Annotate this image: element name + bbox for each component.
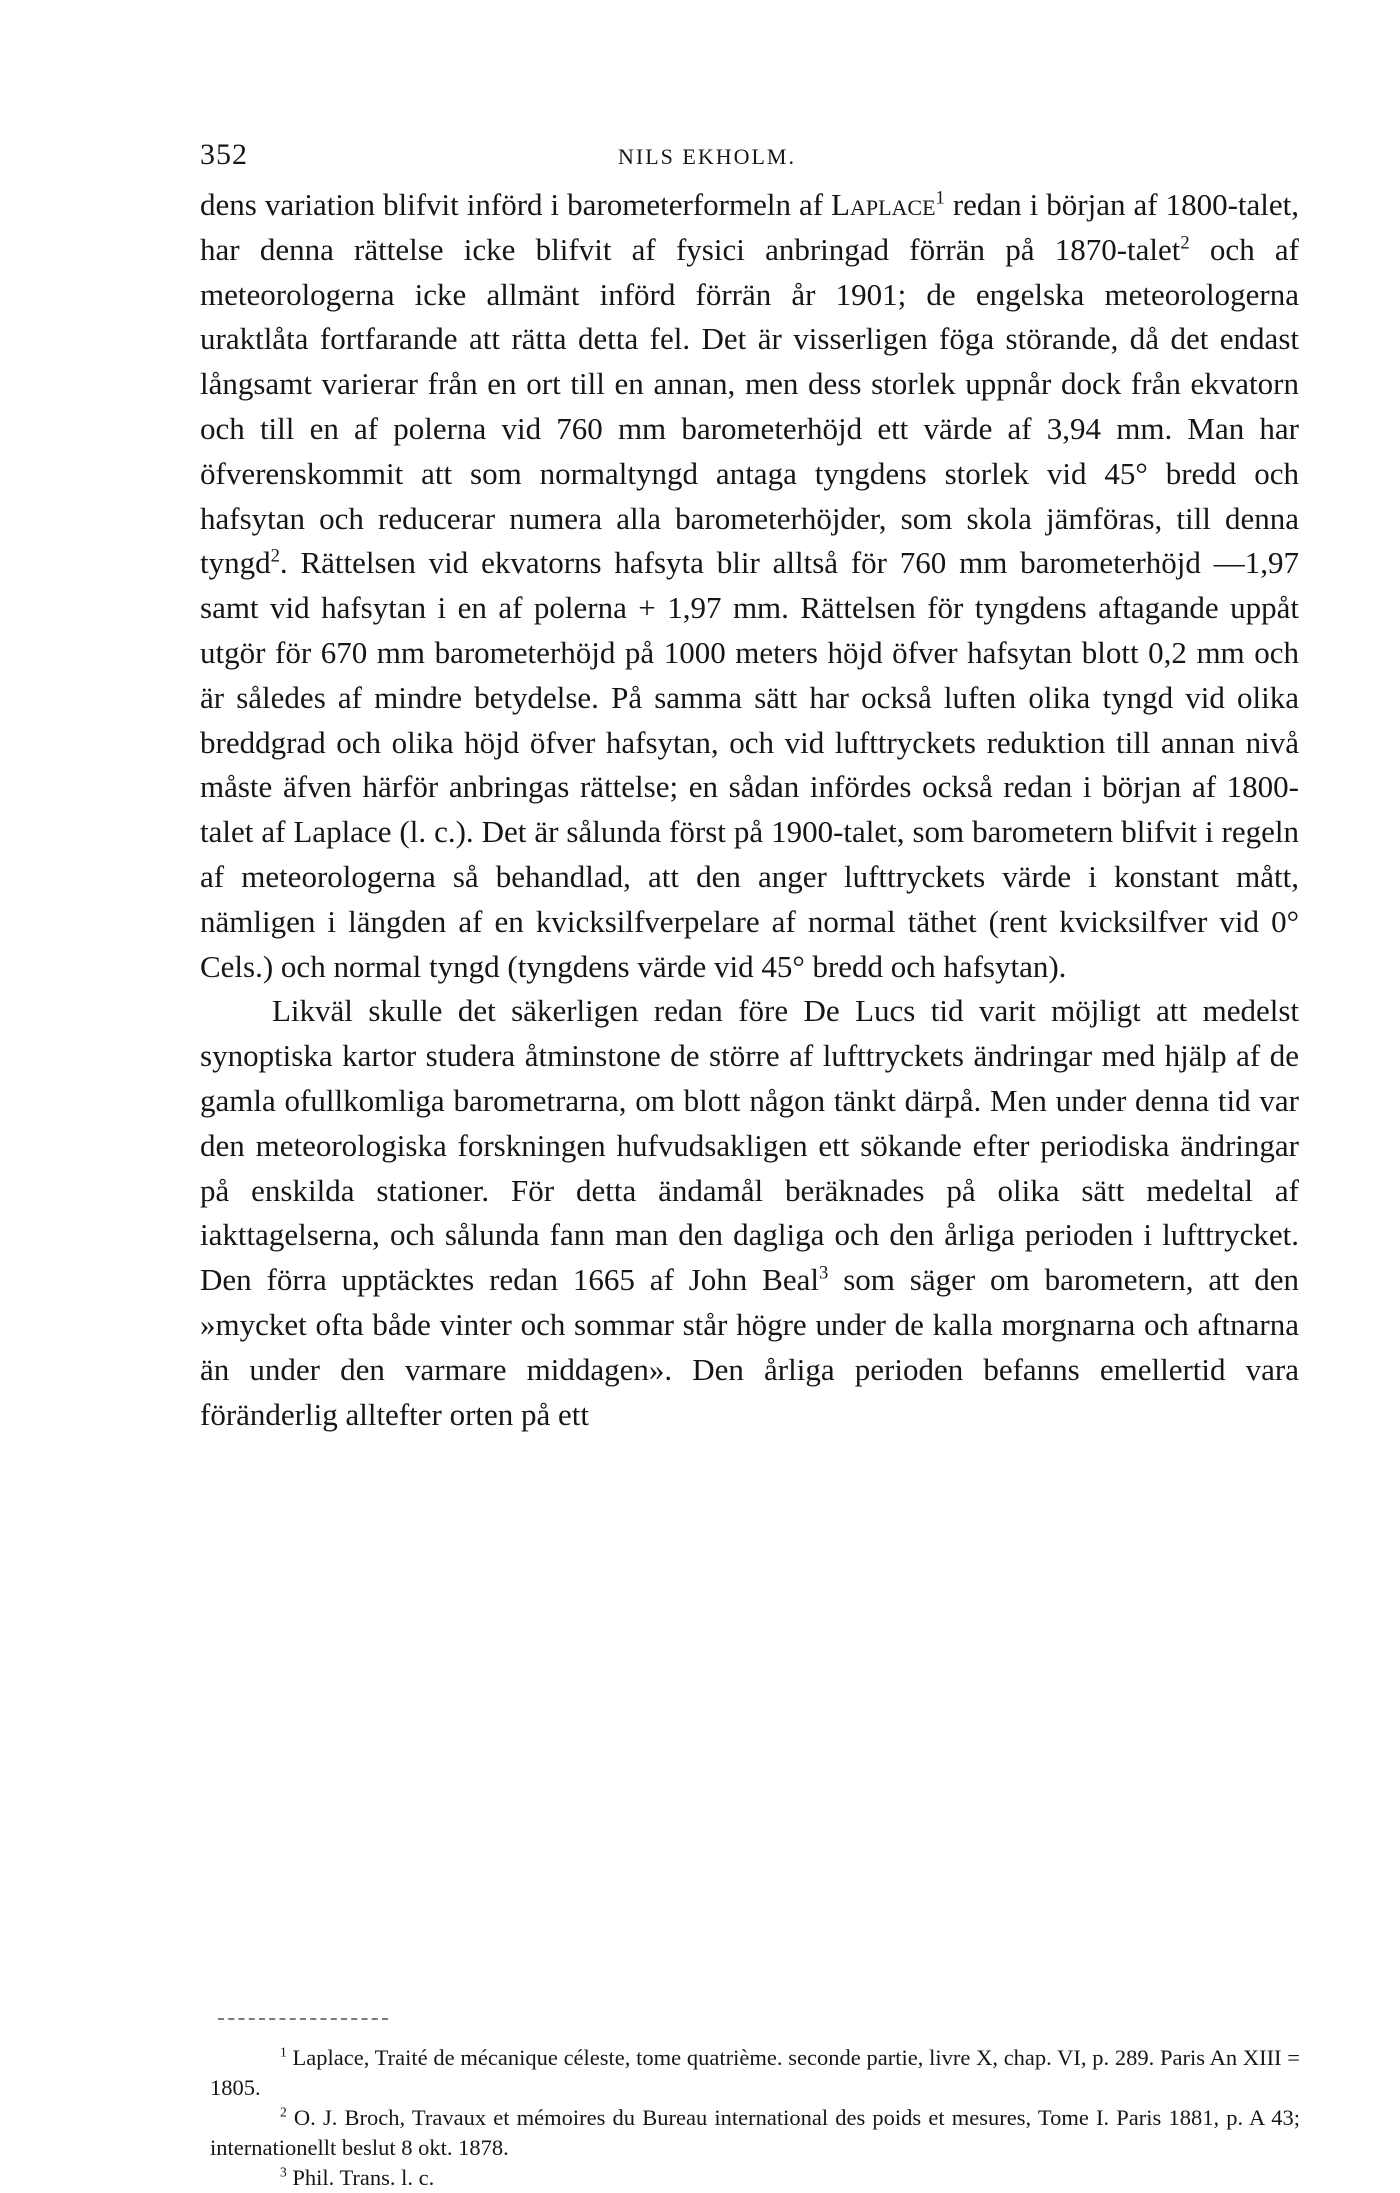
- paragraph-1-text-a: dens variation blifvit införd i barometerformeln af: [200, 187, 832, 222]
- page-header: [200, 138, 1300, 178]
- footnote-ref-1: 1: [935, 187, 945, 209]
- running-head: NILS EKHOLM.: [618, 144, 796, 169]
- paragraph-2-text-a: Likväl skulle det säkerligen redan före De Lucs tid varit möjligt att medelst synoptiska kartor studera åtminstone de större af lufttryckets ändringar med hjälp af de gamla ofullkomliga barometrarna, om blott någon tänkt därpå. Men under denna tid var den meteorologiska forskningen hufvudsakligen ett sökande efter periodiska ändringar på enskilda stationer. För detta ändamål beräknades på olika sätt medeltal af iakttagelserna, och sålunda fann man den dagliga och den årliga perioden i lufttrycket. Den förra upptäcktes redan 1665 af John Beal: [200, 993, 1299, 1298]
- footnote-3-text: Phil. Trans. l. c.: [286, 2165, 435, 2190]
- footnote-1-text: Laplace, Traité de mécanique céleste, tome quatrième. seconde partie, livre X, chap. VI, p. 289. Paris An XIII = 1805.: [210, 2045, 1300, 2100]
- footnote-3: [210, 2163, 1300, 2193]
- footnote-2-text: O. J. Broch, Travaux et mémoires du Bureau international des poids et mesures, Tome I. Paris 1881, p. A 43; internationellt beslut 8 okt. 1878.: [210, 2105, 1300, 2160]
- footnote-1: [210, 2043, 1300, 2103]
- footnote-ref-3: 3: [819, 1262, 829, 1284]
- page-number: 352: [200, 138, 248, 171]
- body-text: [200, 183, 1299, 1437]
- footnote-separator: [218, 2018, 388, 2020]
- footnote-2-marker: 2: [280, 2104, 287, 2120]
- footnote-3-marker: 3: [280, 2164, 287, 2180]
- paragraph-1-text-c: och af meteorologerna icke allmänt införd förrän år 1901; de engelska meteorologerna uraktlåta fortfarande att rätta detta fel. Det är visserligen föga störande, då det endast långsamt varierar från en ort till en annan, men dess storlek uppnår dock från ekvatorn och till en af polerna vid 760 mm barometerhöjd ett värde af 3,94 mm. Man har öfverenskommit att som normaltyngd antaga tyngdens storlek vid 45° bredd och hafsytan och reducerar numera alla barometerhöjder, som skola jämföras, till denna tyngd: [200, 231, 1300, 581]
- footnote-2: [210, 2103, 1300, 2163]
- paragraph-2: [200, 989, 1299, 1437]
- paragraph-1-text-b: redan i början af 1800-talet, har denna rättelse icke blifvit af fysici anbringad förrän på 1870-talet: [200, 187, 1299, 267]
- footnote-ref-2: 2: [1180, 232, 1190, 254]
- paragraph-1: [200, 183, 1299, 989]
- footnote-ref-2b: 2: [270, 546, 280, 568]
- footnote-1-marker: 1: [280, 2044, 287, 2060]
- paragraph-1-text-d: . Rättelsen vid ekvatorns hafsyta blir alltså för 760 mm barometerhöjd —1,97 samt vid hafsytan i en af polerna + 1,97 mm. Rättelsen för tyngdens aftagande uppåt utgör för 670 mm barometerhöjd på 1000 meters höjd öfver hafsytan blott 0,2 mm och är således af mindre betydelse. På samma sätt har också luften olika tyngd vid olika breddgrad och olika höjd öfver hafsytan, och vid lufttryckets reduktion till annan nivå måste äfven härför anbringas rättelse; en sådan infördes också redan i början af 1800-talet af Laplace (l. c.). Det är sålunda först på 1900-talet, som barometern blifvit i regeln af meteorologerna så behandlad, att den anger lufttryckets värde i konstant mått, nämligen i längden af en kvicksilfverpelare af normal täthet (rent kvicksilfver vid 0° Cels.) och normal tyngd (tyngdens värde vid 45° bredd och hafsytan).: [200, 545, 1299, 984]
- author-laplace: Laplace: [831, 187, 936, 222]
- paragraph-2-text-b: som säger om barometern, att den »mycket ofta både vinter och sommar står högre under de kalla morgnarna och aftnarna än under den varmare middagen». Den årliga perioden befanns emellertid vara föränderlig alltefter orten på ett: [200, 1262, 1299, 1432]
- footnotes: [210, 2043, 1300, 2193]
